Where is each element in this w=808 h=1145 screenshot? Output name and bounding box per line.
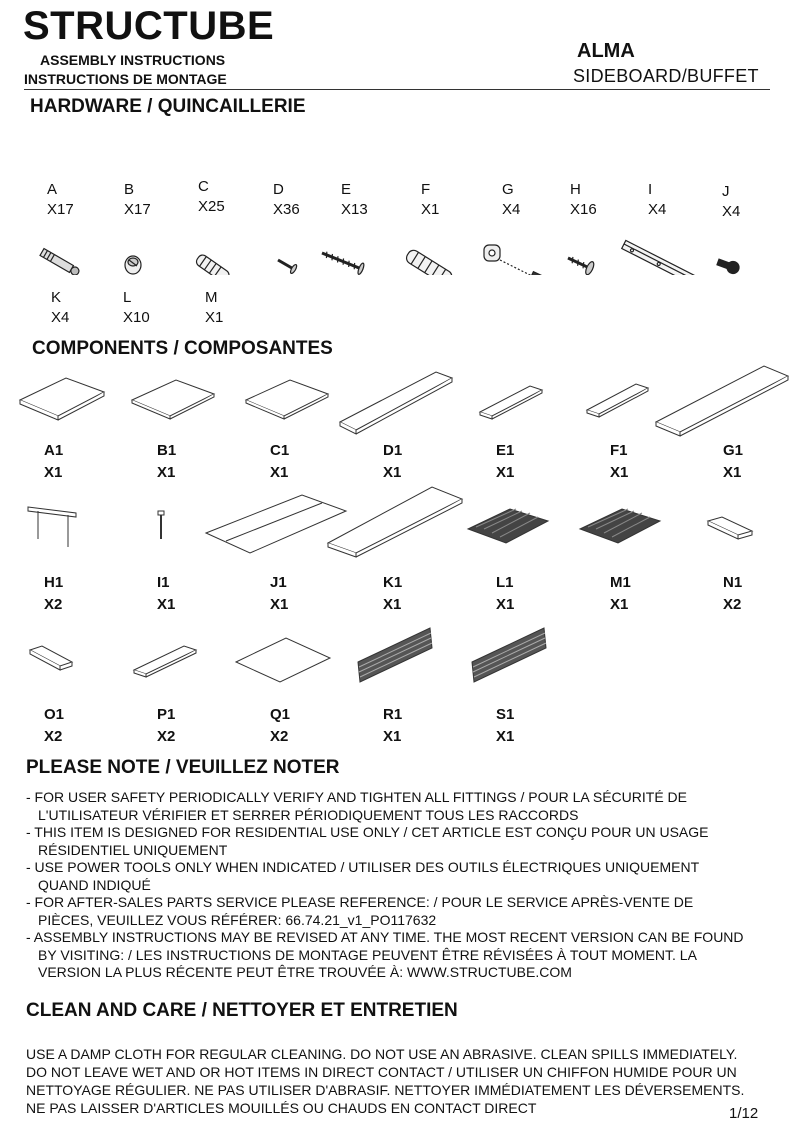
note-item: - FOR AFTER-SALES PARTS SERVICE PLEASE REFERENCE: / POUR LE SERVICE APRÈS-VENTE DE PIÈCES, VEUILLEZ VOUS RÉFÉRER: 66.74.21_v1_PO117632 — [26, 894, 694, 928]
panel-q1 — [236, 638, 330, 682]
slatted-door-m1 — [580, 509, 660, 543]
panel-g1 — [656, 366, 788, 436]
hardware-item-j: J X4 — [722, 183, 741, 220]
large-dowel-icon — [404, 248, 454, 275]
component-b1: B1 X1 — [157, 442, 177, 481]
drawer-slide-icon — [622, 240, 696, 275]
product-type: SIDEBOARD/BUFFET — [573, 66, 759, 86]
panel-f1 — [587, 384, 648, 417]
components-illustrations — [0, 360, 808, 700]
hardware-item-b: B X17 — [124, 181, 151, 218]
component-o1: O1 X2 — [44, 706, 65, 745]
hardware-item-d: D X36 — [273, 181, 300, 218]
hardware-item-i: I X4 — [648, 181, 667, 218]
panel-o1 — [30, 646, 72, 670]
hardware-item-f: F X1 — [421, 181, 440, 218]
hardware-item-c: C X25 — [198, 178, 225, 215]
connector-screw-icon — [484, 245, 544, 275]
panel-e1 — [480, 386, 542, 419]
component-m1: M1 X1 — [610, 574, 631, 613]
component-j1: J1 X1 — [270, 574, 289, 613]
brand-logo: STRUCTUBE — [23, 4, 275, 48]
subtitle-french: INSTRUCTIONS DE MONTAGE — [24, 71, 227, 87]
cam-bolt-icon — [40, 249, 80, 275]
panel-c1 — [246, 380, 328, 419]
hardware-item-l: L X10 — [123, 289, 150, 326]
component-c1: C1 X1 — [270, 442, 290, 481]
flat-head-screw-icon — [565, 252, 595, 275]
component-l1: L1 X1 — [496, 574, 515, 613]
care-heading: CLEAN AND CARE / NETTOYER ET ENTRETIEN — [26, 1000, 458, 1021]
hardware-item-g: G X4 — [502, 181, 521, 218]
component-s1: S1 X1 — [496, 706, 515, 745]
short-screw-icon — [276, 256, 298, 275]
panel-d1 — [340, 372, 452, 434]
panel-j1 — [206, 495, 346, 553]
component-k1: K1 X1 — [383, 574, 403, 613]
hardware-heading: HARDWARE / QUINCAILLERIE — [30, 96, 306, 117]
page-number: 1/12 — [729, 1105, 759, 1122]
panel-b1 — [132, 380, 214, 419]
hardware-item-a: A X17 — [47, 181, 74, 218]
slatted-panel-r1 — [358, 628, 432, 682]
note-item: - FOR USER SAFETY PERIODICALLY VERIFY AND TIGHTEN ALL FITTINGS / POUR LA SÉCURITÉ DE L'UTILISATEUR VÉRIFIER ET SERRER PÉRIODIQUEMENT TOUS LES RACCORDS — [26, 789, 688, 823]
care-text: USE A DAMP CLOTH FOR REGULAR CLEANING. DO NOT USE AN ABRASIVE. CLEAN SPILLS IMMEDIATELY. DO NOT LEAVE WET AND OR HOT ITEMS IN DIRECT CONTACT / UTILISER UN CHIFFON HUMIDE POUR UN NETTOYAGE RÉGULIER. NE PAS UTILISER D'ABRASIF. NETTOYER IMMÉDIATEMENT LES DÉVERSEMENTS. NE PAS LAISSER D'ARTICLES MOUILLÉS OU CHAUDS EN CONTACT DIRECT — [26, 1046, 745, 1116]
hardware-item-m: M X1 — [205, 289, 224, 326]
panel-n1 — [708, 517, 752, 539]
component-n1: N1 X2 — [723, 574, 743, 613]
note-item: - THIS ITEM IS DESIGNED FOR RESIDENTIAL USE ONLY / CET ARTICLE EST CONÇU POUR UN USAGE RÉSIDENTIEL UNIQUEMENT — [26, 824, 709, 858]
slatted-door-l1 — [468, 509, 548, 543]
component-p1: P1 X2 — [157, 706, 176, 745]
leg-h1 — [28, 507, 76, 547]
panel-k1 — [328, 487, 462, 557]
component-h1: H1 X2 — [44, 574, 64, 613]
panel-a1 — [20, 378, 104, 420]
component-a1: A1 X1 — [44, 442, 64, 481]
notes-list — [26, 789, 746, 982]
product-name: ALMA — [577, 40, 635, 62]
component-r1: R1 X1 — [383, 706, 403, 745]
long-screw-icon — [320, 247, 365, 275]
components-heading: COMPONENTS / COMPOSANTES — [32, 338, 333, 359]
bolt-icon — [716, 256, 741, 275]
cam-lock-icon — [125, 256, 141, 274]
note-item: - ASSEMBLY INSTRUCTIONS MAY BE REVISED AT ANY TIME. THE MOST RECENT VERSION CAN BE FOUND BY VISITING: / LES INSTRUCTIONS DE MONTAGE PEUVENT ÊTRE RÉVISÉES À TOUT MOMENT. LA VERSION LA PLUS RÉCENTE PEUT ÊTRE TROUVÉE À: WWW.STRUCTUBE.COM — [26, 929, 744, 980]
component-g1: G1 X1 — [723, 442, 744, 481]
subtitle-english: ASSEMBLY INSTRUCTIONS — [40, 52, 226, 68]
wood-dowel-icon — [195, 253, 231, 275]
component-i1: I1 X1 — [157, 574, 176, 613]
leg-i1 — [158, 511, 164, 539]
component-f1: F1 X1 — [610, 442, 629, 481]
component-q1: Q1 X2 — [270, 706, 291, 745]
notes-heading: PLEASE NOTE / VEUILLEZ NOTER — [26, 757, 340, 778]
hardware-item-e: E X13 — [341, 181, 368, 218]
hardware-item-k: K X4 — [51, 289, 70, 326]
header-divider — [24, 89, 770, 90]
panel-p1 — [134, 646, 196, 677]
hardware-item-h: H X16 — [570, 181, 597, 218]
component-e1: E1 X1 — [496, 442, 515, 481]
slatted-panel-s1 — [472, 628, 546, 682]
note-item: - USE POWER TOOLS ONLY WHEN INDICATED / UTILISER DES OUTILS ÉLECTRIQUES UNIQUEMENT QUAND INDIQUÉ — [26, 859, 699, 893]
component-d1: D1 X1 — [383, 442, 403, 481]
